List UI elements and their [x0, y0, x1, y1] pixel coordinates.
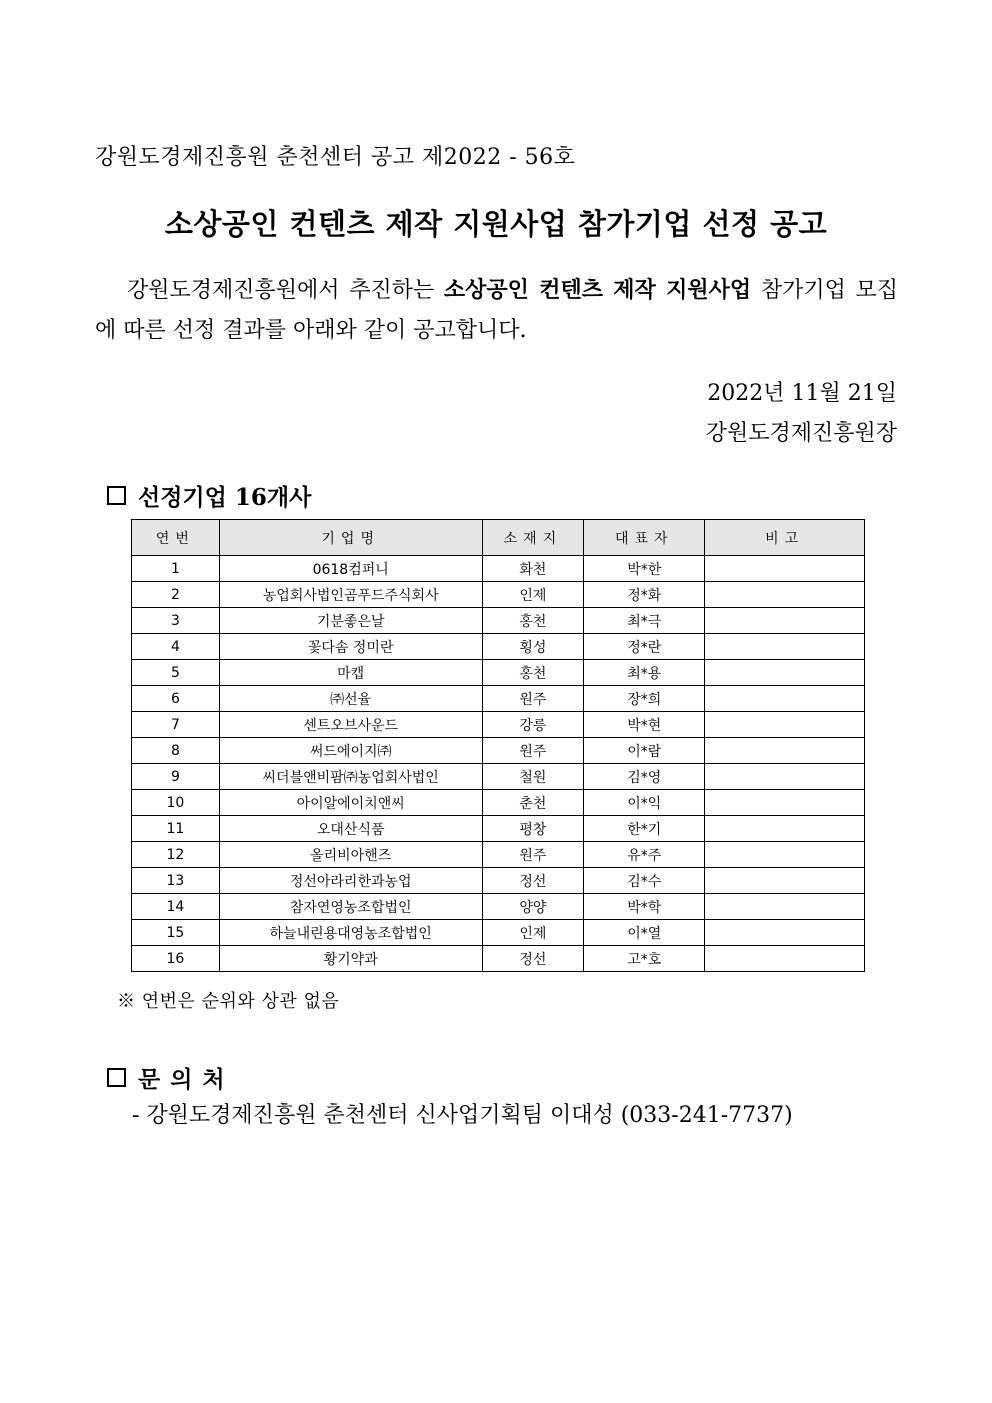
cell-company: 황기약과 [219, 946, 482, 972]
cell-representative: 박*한 [584, 556, 705, 582]
cell-company: 올리비아핸즈 [219, 842, 482, 868]
cell-location: 정선 [482, 868, 584, 894]
section-contact-label: 문의처 [138, 1066, 235, 1093]
cell-number: 16 [132, 946, 220, 972]
cell-remarks [705, 608, 865, 634]
section-selected-label: 선정기업 16개사 [138, 484, 312, 511]
cell-company: 씨더블앤비팜㈜농업회사법인 [219, 764, 482, 790]
checkbox-square-icon [107, 486, 126, 505]
program-name: 소상공인 컨텐츠 제작 지원사업 [443, 277, 752, 303]
issuer-name: 강원도경제진흥원장 [705, 421, 897, 446]
table-row [132, 608, 865, 634]
cell-company: 정선아라리한과농업 [219, 868, 482, 894]
table-row [132, 556, 865, 582]
table-row [132, 894, 865, 920]
cell-representative: 유*주 [584, 842, 705, 868]
cell-number: 6 [132, 686, 220, 712]
cell-company: 농업회사법인곰푸드주식회사 [219, 582, 482, 608]
cell-representative: 이*람 [584, 738, 705, 764]
table-row [132, 790, 865, 816]
table-row [132, 920, 865, 946]
table-row [132, 738, 865, 764]
company-table [131, 519, 865, 972]
cell-location: 강릉 [482, 712, 584, 738]
cell-number: 11 [132, 816, 220, 842]
cell-location: 철원 [482, 764, 584, 790]
table-row [132, 868, 865, 894]
header-company: 기업명 [219, 520, 482, 556]
cell-representative: 박*학 [584, 894, 705, 920]
table-row [132, 842, 865, 868]
cell-representative: 박*현 [584, 712, 705, 738]
cell-remarks [705, 686, 865, 712]
cell-location: 인제 [482, 582, 584, 608]
cell-location: 원주 [482, 842, 584, 868]
cell-remarks [705, 660, 865, 686]
cell-company: 오대산식품 [219, 816, 482, 842]
cell-location: 홍천 [482, 660, 584, 686]
cell-company: 참자연영농조합법인 [219, 894, 482, 920]
cell-representative: 이*열 [584, 920, 705, 946]
intro-text-2: 참가기업 모집에 따른 선정 결과를 아래와 같이 공고합니다. [95, 278, 899, 343]
table-row [132, 634, 865, 660]
cell-representative: 고*호 [584, 946, 705, 972]
cell-company: ㈜선율 [219, 686, 482, 712]
cell-location: 횡성 [482, 634, 584, 660]
header-remarks: 비고 [705, 520, 865, 556]
cell-company: 꽃다솜 정미란 [219, 634, 482, 660]
cell-representative: 이*익 [584, 790, 705, 816]
table-row [132, 816, 865, 842]
header-representative: 대표자 [584, 520, 705, 556]
cell-representative: 정*화 [584, 582, 705, 608]
cell-remarks [705, 842, 865, 868]
cell-number: 9 [132, 764, 220, 790]
intro-paragraph [95, 270, 898, 351]
cell-number: 5 [132, 660, 220, 686]
cell-remarks [705, 556, 865, 582]
cell-number: 4 [132, 634, 220, 660]
notice-date: 2022년 11월 21일 [707, 381, 897, 406]
table-row [132, 712, 865, 738]
table-body [132, 556, 865, 972]
cell-number: 10 [132, 790, 220, 816]
cell-representative: 김*영 [584, 764, 705, 790]
cell-company: 마캡 [219, 660, 482, 686]
cell-representative: 한*기 [584, 816, 705, 842]
cell-company: 센트오브사운드 [219, 712, 482, 738]
cell-number: 12 [132, 842, 220, 868]
cell-location: 화천 [482, 556, 584, 582]
ranking-note: ※ 연번은 순위와 상관 없음 [117, 991, 340, 1012]
table-row [132, 764, 865, 790]
cell-remarks [705, 582, 865, 608]
cell-remarks [705, 634, 865, 660]
cell-representative: 정*란 [584, 634, 705, 660]
cell-remarks [705, 790, 865, 816]
cell-number: 13 [132, 868, 220, 894]
section-selected-heading [107, 479, 311, 512]
table-row [132, 686, 865, 712]
cell-number: 3 [132, 608, 220, 634]
cell-remarks [705, 738, 865, 764]
cell-remarks [705, 816, 865, 842]
cell-remarks [705, 868, 865, 894]
table-row [132, 946, 865, 972]
cell-location: 인제 [482, 920, 584, 946]
cell-location: 양양 [482, 894, 584, 920]
cell-number: 8 [132, 738, 220, 764]
document-title: 소상공인 컨텐츠 제작 지원사업 참가기업 선정 공고 [164, 207, 828, 241]
cell-remarks [705, 764, 865, 790]
section-contact-heading [107, 1061, 235, 1094]
cell-number: 7 [132, 712, 220, 738]
cell-location: 춘천 [482, 790, 584, 816]
intro-text-1: 강원도경제진흥원에서 추진하는 [127, 278, 444, 303]
cell-company: 하늘내린용대영농조합법인 [219, 920, 482, 946]
cell-representative: 최*극 [584, 608, 705, 634]
cell-location: 정선 [482, 946, 584, 972]
header-location: 소재지 [482, 520, 584, 556]
cell-location: 홍천 [482, 608, 584, 634]
table-row [132, 582, 865, 608]
cell-number: 1 [132, 556, 220, 582]
table-header-row [132, 520, 865, 556]
cell-remarks [705, 946, 865, 972]
cell-number: 15 [132, 920, 220, 946]
notice-number: 강원도경제진흥원 춘천센터 공고 제2022 - 56호 [95, 145, 576, 170]
cell-location: 평창 [482, 816, 584, 842]
cell-company: 써드에이지㈜ [219, 738, 482, 764]
cell-representative: 최*용 [584, 660, 705, 686]
cell-company: 0618컴퍼니 [219, 556, 482, 582]
cell-remarks [705, 894, 865, 920]
cell-location: 원주 [482, 738, 584, 764]
cell-company: 기분좋은날 [219, 608, 482, 634]
contact-info: - 강원도경제진흥원 춘천센터 신사업기획팀 이대성 (033-241-7737) [132, 1103, 793, 1128]
cell-remarks [705, 712, 865, 738]
cell-representative: 장*희 [584, 686, 705, 712]
header-number: 연번 [132, 520, 220, 556]
cell-company: 아이알에이치앤씨 [219, 790, 482, 816]
table-row [132, 660, 865, 686]
checkbox-square-icon [107, 1068, 126, 1087]
cell-representative: 김*수 [584, 868, 705, 894]
cell-location: 원주 [482, 686, 584, 712]
cell-remarks [705, 920, 865, 946]
cell-number: 14 [132, 894, 220, 920]
cell-number: 2 [132, 582, 220, 608]
